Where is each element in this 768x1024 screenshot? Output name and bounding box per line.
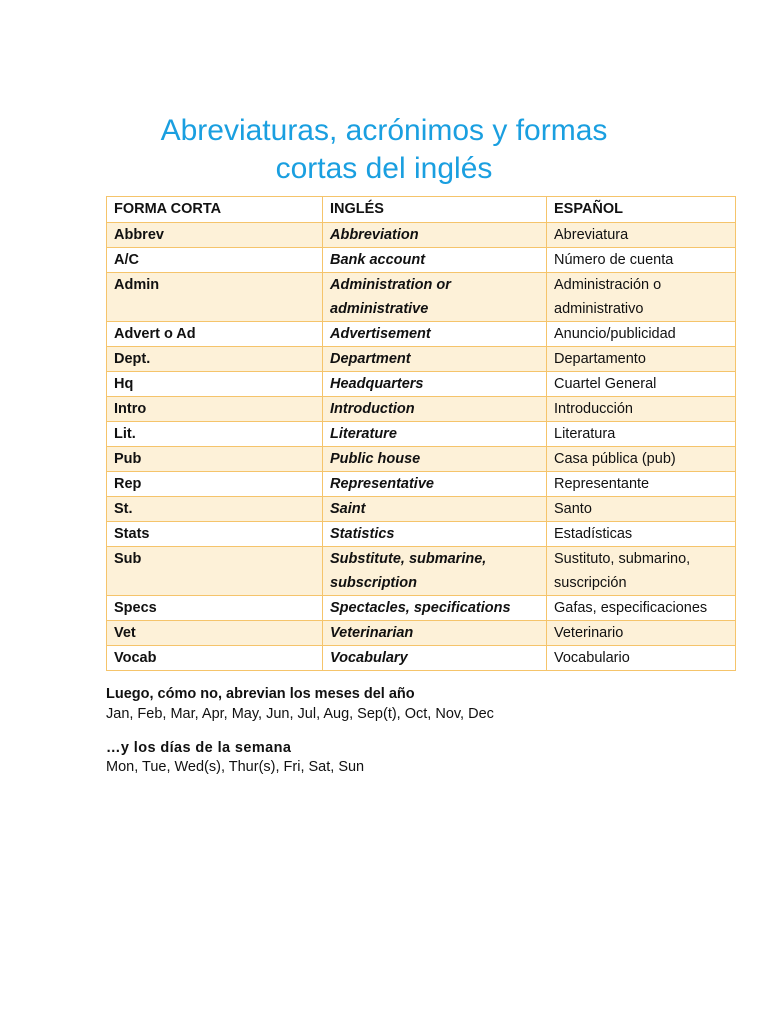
months-heading: Luego, cómo no, abrevian los meses del año xyxy=(106,686,415,702)
cell-english xyxy=(323,273,547,322)
cell-short-form: Dept. xyxy=(107,347,323,372)
table-row xyxy=(107,347,736,372)
cell-short-form: Sub xyxy=(107,547,323,596)
cell-spanish-line: Literatura xyxy=(554,426,616,442)
cell-spanish-line: Número de cuenta xyxy=(554,252,674,268)
cell-spanish-line: Vocabulario xyxy=(554,650,630,666)
cell-short-form: Advert o Ad xyxy=(107,322,323,347)
cell-english-line: Introduction xyxy=(330,401,415,417)
table-row xyxy=(107,472,736,497)
table-row xyxy=(107,273,736,322)
cell-english xyxy=(323,397,547,422)
abbreviations-table xyxy=(106,196,736,671)
cell-spanish xyxy=(547,522,736,547)
cell-spanish xyxy=(547,497,736,522)
cell-spanish-line: Abreviatura xyxy=(554,227,629,243)
cell-english-line: Administration or xyxy=(330,277,451,293)
cell-english-line: Headquarters xyxy=(330,376,424,392)
document-title xyxy=(100,112,668,188)
title-line-1: Abreviaturas, acrónimos y formas xyxy=(160,114,608,148)
cell-english-line: Saint xyxy=(330,501,366,517)
cell-spanish xyxy=(547,447,736,472)
cell-spanish-line: Estadísticas xyxy=(554,526,633,542)
table-row xyxy=(107,447,736,472)
header-espanol: ESPAÑOL xyxy=(547,197,736,223)
cell-spanish xyxy=(547,223,736,248)
cell-spanish xyxy=(547,248,736,273)
cell-spanish xyxy=(547,472,736,497)
cell-short-form: Stats xyxy=(107,522,323,547)
cell-spanish-line: Santo xyxy=(554,501,592,517)
table-row xyxy=(107,497,736,522)
cell-short-form: Pub xyxy=(107,447,323,472)
table-header-row xyxy=(107,197,736,223)
cell-english-line: Vocabulary xyxy=(330,650,408,666)
cell-english xyxy=(323,347,547,372)
cell-spanish-line: Anuncio/publicidad xyxy=(554,326,676,342)
cell-short-form: Hq xyxy=(107,372,323,397)
cell-short-form: A/C xyxy=(107,248,323,273)
cell-english-line: Statistics xyxy=(330,526,395,542)
cell-english xyxy=(323,497,547,522)
table-row xyxy=(107,646,736,671)
table-row xyxy=(107,522,736,547)
cell-english-line: Public house xyxy=(330,451,421,467)
cell-english xyxy=(323,522,547,547)
table-row xyxy=(107,547,736,596)
days-heading: …y los días de la semana xyxy=(106,740,292,756)
cell-english xyxy=(323,472,547,497)
cell-spanish xyxy=(547,621,736,646)
cell-short-form: Specs xyxy=(107,596,323,621)
cell-english-line: subscription xyxy=(330,575,418,591)
days-list: Mon, Tue, Wed(s), Thur(s), Fri, Sat, Sun xyxy=(106,759,365,775)
cell-english xyxy=(323,447,547,472)
cell-english xyxy=(323,621,547,646)
cell-short-form: Admin xyxy=(107,273,323,322)
cell-spanish xyxy=(547,596,736,621)
cell-spanish-line: Cuartel General xyxy=(554,376,657,392)
months-list: Jan, Feb, Mar, Apr, May, Jun, Jul, Aug, Sep(t), Oct, Nov, Dec xyxy=(106,706,494,722)
cell-short-form: Vet xyxy=(107,621,323,646)
cell-english xyxy=(323,422,547,447)
cell-short-form: Rep xyxy=(107,472,323,497)
table-row xyxy=(107,322,736,347)
cell-english-line: administrative xyxy=(330,301,429,317)
table-row xyxy=(107,422,736,447)
table-row xyxy=(107,397,736,422)
cell-english-line: Literature xyxy=(330,426,397,442)
cell-english-line: Abbreviation xyxy=(330,227,419,243)
table-row xyxy=(107,596,736,621)
table-row xyxy=(107,372,736,397)
cell-spanish-line: Veterinario xyxy=(554,625,624,641)
cell-english-line: Advertisement xyxy=(330,326,431,342)
cell-short-form: Lit. xyxy=(107,422,323,447)
cell-spanish-line: Casa pública (pub) xyxy=(554,451,676,467)
cell-english xyxy=(323,372,547,397)
cell-spanish-line: Introducción xyxy=(554,401,633,417)
cell-english xyxy=(323,547,547,596)
cell-spanish xyxy=(547,372,736,397)
cell-english xyxy=(323,596,547,621)
cell-spanish-line: Sustituto, submarino, xyxy=(554,551,691,567)
cell-english-line: Substitute, submarine, xyxy=(330,551,487,567)
cell-spanish xyxy=(547,322,736,347)
cell-english-line: Spectacles, specifications xyxy=(330,600,511,616)
cell-english xyxy=(323,646,547,671)
header-ingles: INGLÉS xyxy=(323,197,547,223)
cell-spanish-line: Departamento xyxy=(554,351,646,367)
table-row xyxy=(107,223,736,248)
cell-spanish-line: administrativo xyxy=(554,301,644,317)
cell-short-form: Vocab xyxy=(107,646,323,671)
cell-spanish xyxy=(547,347,736,372)
cell-spanish-line: Gafas, especificaciones xyxy=(554,600,708,616)
cell-english-line: Department xyxy=(330,351,411,367)
header-forma-corta: FORMA CORTA xyxy=(107,197,323,223)
cell-short-form: Abbrev xyxy=(107,223,323,248)
cell-spanish xyxy=(547,422,736,447)
cell-english-line: Veterinarian xyxy=(330,625,414,641)
cell-english xyxy=(323,223,547,248)
cell-spanish xyxy=(547,273,736,322)
cell-short-form: Intro xyxy=(107,397,323,422)
table-row xyxy=(107,248,736,273)
cell-english-line: Bank account xyxy=(330,252,426,268)
table-body xyxy=(107,223,736,671)
title-line-2: cortas del inglés xyxy=(275,152,493,186)
cell-spanish xyxy=(547,547,736,596)
table-row xyxy=(107,621,736,646)
cell-english-line: Representative xyxy=(330,476,434,492)
cell-short-form: St. xyxy=(107,497,323,522)
cell-spanish xyxy=(547,646,736,671)
cell-spanish-line: suscripción xyxy=(554,575,627,591)
cell-spanish-line: Representante xyxy=(554,476,650,492)
cell-spanish-line: Administración o xyxy=(554,277,662,293)
cell-english xyxy=(323,322,547,347)
cell-spanish xyxy=(547,397,736,422)
cell-english xyxy=(323,248,547,273)
